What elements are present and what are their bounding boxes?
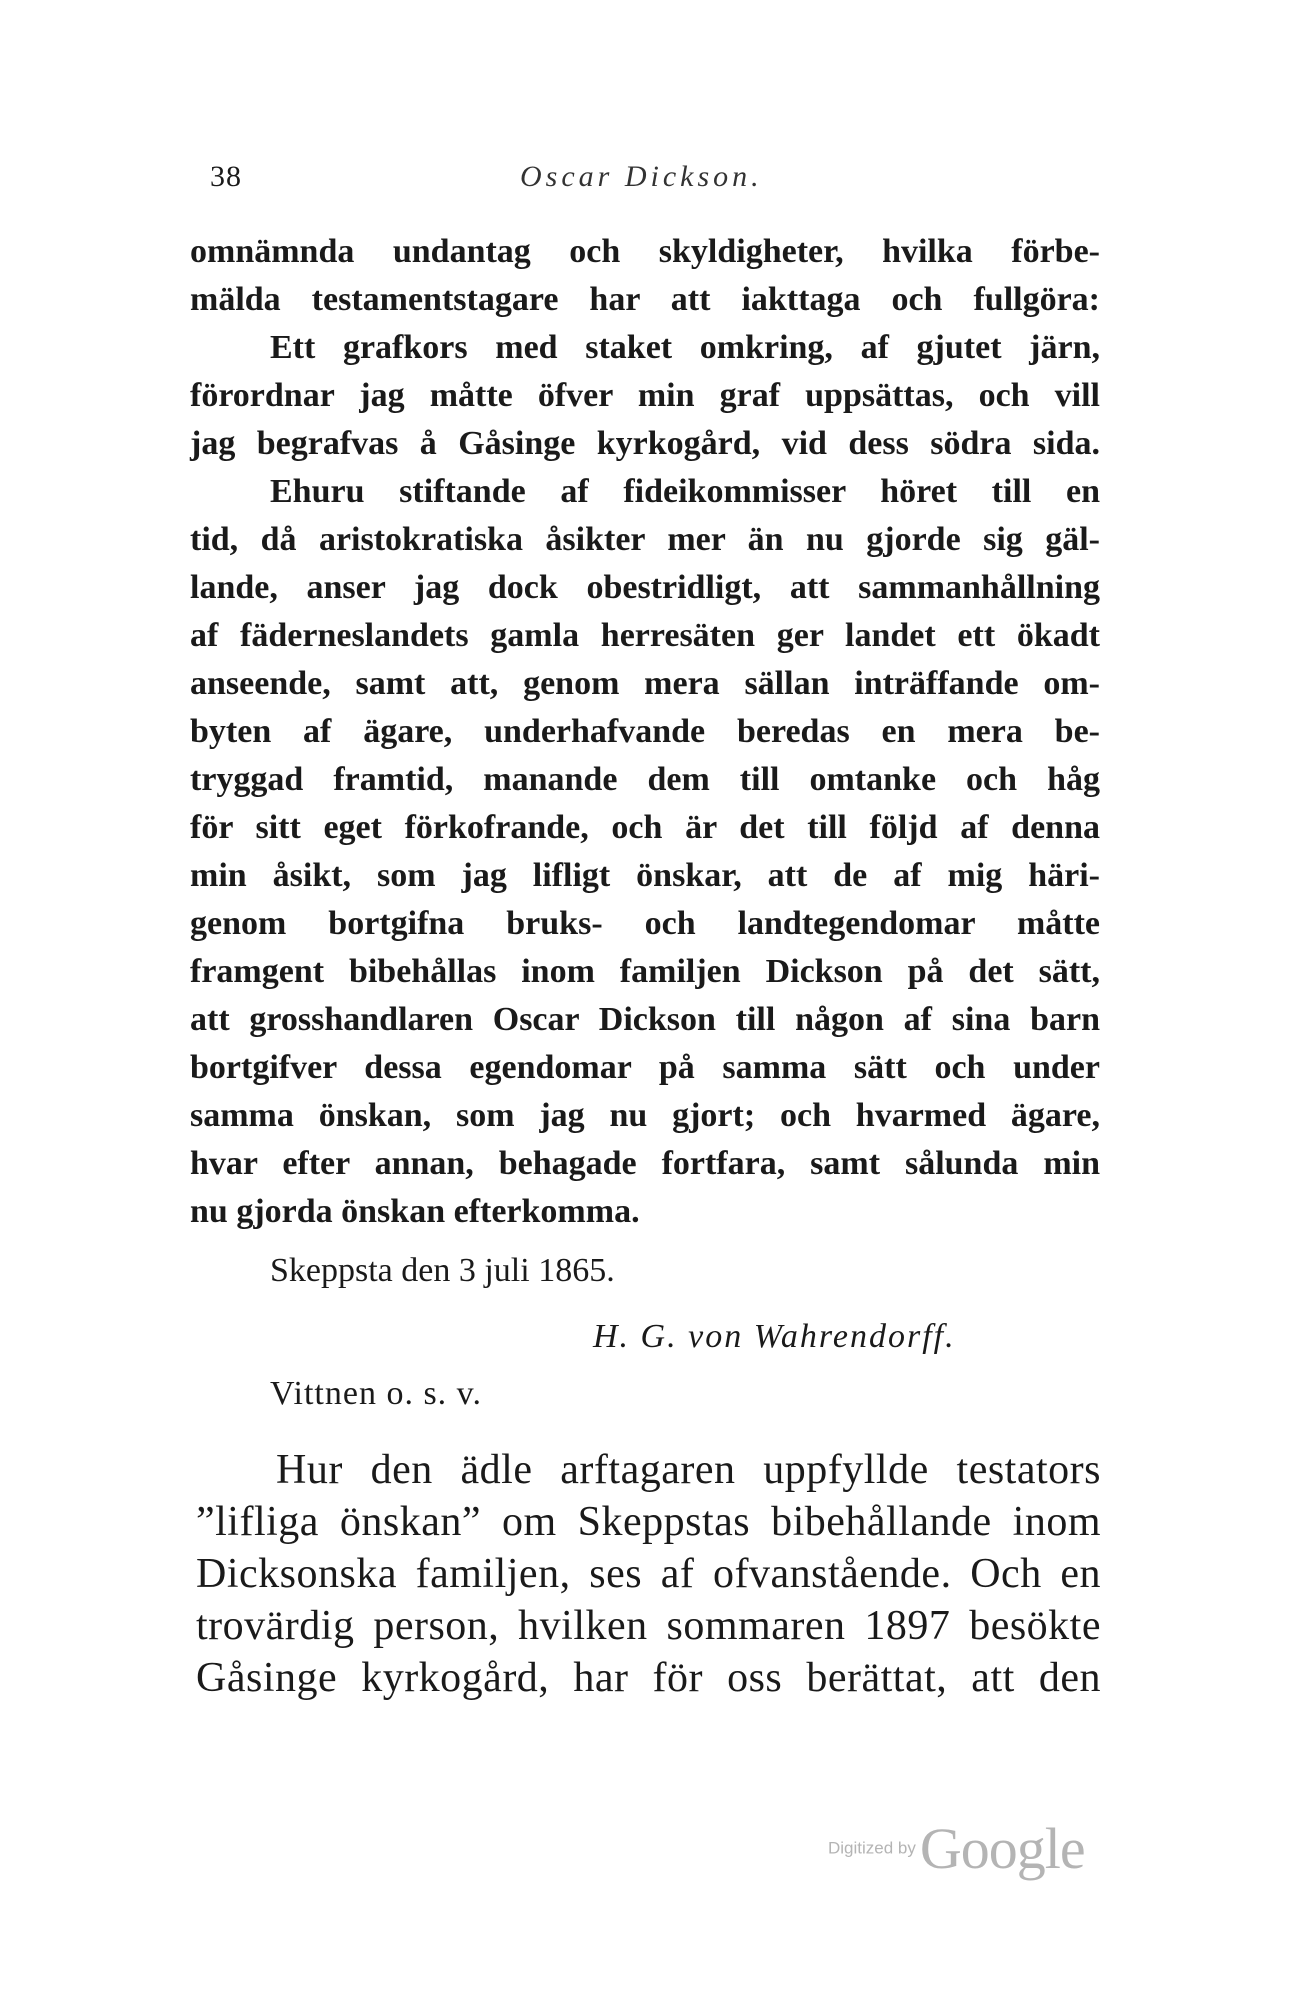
watermark-prefix: Digitized by [828,1838,916,1858]
date-line: Skeppsta den 3 juli 1865. [270,1252,615,1289]
text-line: Ehuru stiftande af fideikommisser höret till en [270,473,1100,510]
text-line: tryggad framtid, manande dem till omtanke och håg [190,761,1100,798]
text-line: Hur den ädle arftagaren uppfyllde testators [276,1447,1101,1493]
text-line: bortgifver dessa egendomar på samma sätt och under [190,1049,1100,1086]
text-line: genom bortgifna bruks- och landtegendomar måtte [190,905,1100,942]
text-line: framgent bibehållas inom familjen Dickson på det sätt, [190,953,1100,990]
text-line: mälda testamentstagare har att iakttaga och fullgöra: [190,281,1100,318]
text-line: trovärdig person, hvilken sommaren 1897 besökte [196,1603,1101,1649]
page-number: 38 [210,160,242,193]
testament-text [190,228,1100,1236]
text-line: ”lifliga önskan” om Skeppstas bibehållande inom [196,1499,1101,1545]
text-line: byten af ägare, underhafvande beredas en mera be- [190,713,1100,750]
text-line: lande, anser jag dock obestridligt, att sammanhållning [190,569,1100,606]
digitized-watermark [828,1815,1085,1882]
signature: H. G. von Wahrendorff. [593,1318,956,1355]
text-line: tid, då aristokratiska åsikter mer än nu gjorde sig gäl- [190,521,1100,558]
text-line: jag begrafvas å Gåsinge kyrkogård, vid dess södra sida. [190,425,1100,462]
closing-paragraph [196,1444,1101,1704]
text-line: Dicksonska familjen, ses af ofvanstående. Och en [196,1551,1101,1597]
text-line: nu gjorda önskan efterkomma. [190,1193,640,1230]
text-line: min åsikt, som jag lifligt önskar, att de af mig häri- [190,857,1100,894]
text-line: Ett grafkors med staket omkring, af gjutet järn, [270,329,1100,366]
page-header [210,160,1110,200]
witness-line: Vittnen o. s. v. [270,1375,482,1412]
text-line: hvar efter annan, behagade fortfara, samt sålunda min [190,1145,1100,1182]
running-title: Oscar Dickson. [520,160,763,193]
text-line: omnämnda undantag och skyldigheter, hvilka förbe- [190,233,1100,270]
watermark-brand: Google [919,1816,1085,1881]
text-line: Gåsinge kyrkogård, har för oss berättat, att den [196,1655,1101,1701]
text-line: anseende, samt att, genom mera sällan inträffande om- [190,665,1100,702]
text-line: samma önskan, som jag nu gjort; och hvarmed ägare, [190,1097,1100,1134]
text-line: att grosshandlaren Oscar Dickson till någon af sina barn [190,1001,1100,1038]
text-line: af fäderneslandets gamla herresäten ger landet ett ökadt [190,617,1100,654]
text-line: förordnar jag måtte öfver min graf uppsättas, och vill [190,377,1100,414]
text-line: för sitt eget förkofrande, och är det till följd af denna [190,809,1100,846]
